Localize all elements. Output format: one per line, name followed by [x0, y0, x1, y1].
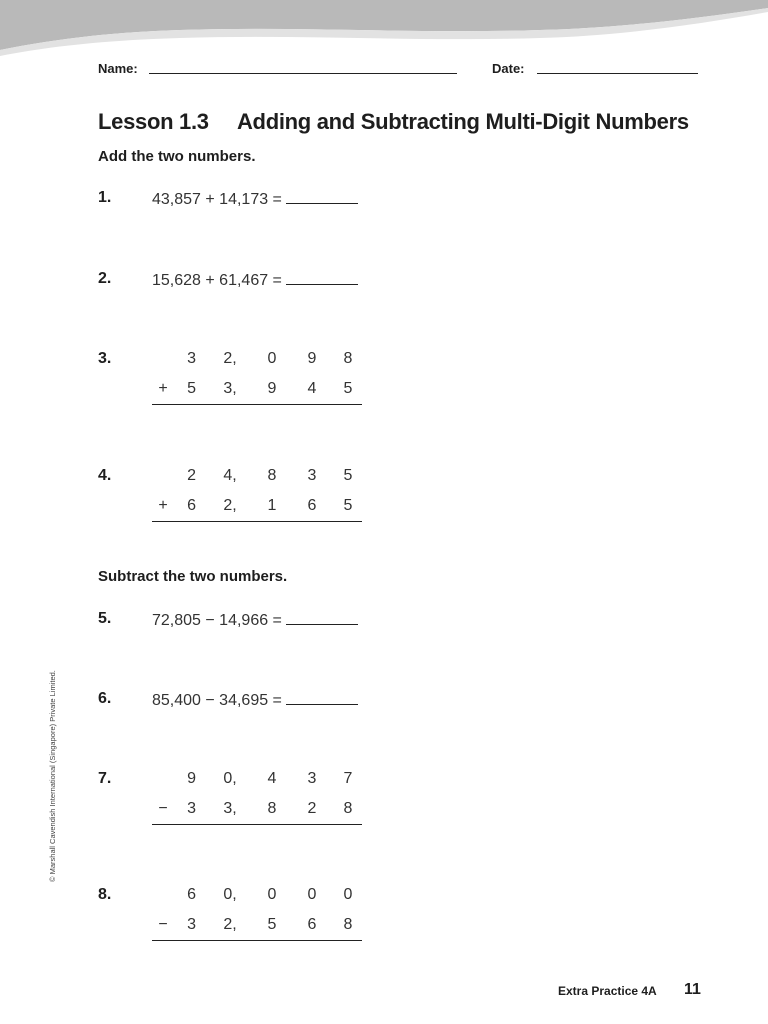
problem-2 [152, 270, 358, 290]
digit: 0, [223, 770, 237, 787]
digit: 5 [343, 467, 353, 484]
problem-4-top-row [152, 461, 364, 491]
digit: 6 [187, 886, 196, 903]
problem-7-top-row [152, 764, 364, 794]
problem-5-expression: 72,805 − 14,966 = [152, 612, 282, 629]
problem-3-top-row [152, 344, 364, 374]
digit: 0, [223, 886, 237, 903]
operator-sign: + [158, 380, 168, 397]
digit: 3 [307, 467, 317, 484]
digit: 8 [343, 350, 353, 367]
problem-3-bottom-row [152, 374, 364, 404]
digit: 2, [223, 497, 237, 514]
digit: 6 [307, 916, 317, 933]
digit: 4 [267, 770, 277, 787]
digit: 0 [267, 886, 277, 903]
problem-8-vertical [152, 880, 364, 941]
problem-7-bottom-row [152, 794, 364, 824]
problem-2-answer-blank[interactable] [286, 270, 358, 285]
digit: 6 [187, 497, 196, 514]
digit: 2, [223, 350, 237, 367]
digit: 9 [267, 380, 277, 397]
name-field[interactable] [149, 73, 457, 74]
problem-8-bottom-row [152, 910, 364, 940]
problem-5-number: 5. [98, 610, 112, 627]
digit: 5 [267, 916, 277, 933]
digit: 9 [187, 770, 196, 787]
problem-1-expression: 43,857 + 14,173 = [152, 191, 282, 208]
problem-4-bottom-row [152, 491, 364, 521]
digit: 3 [307, 770, 317, 787]
problem-5 [152, 610, 358, 630]
problem-5-answer-blank[interactable] [286, 610, 358, 625]
digit: 8 [343, 800, 353, 817]
date-label: Date: [492, 61, 525, 76]
top-banner-wave [0, 0, 768, 60]
problem-8-number: 8. [98, 886, 112, 903]
digit: 8 [267, 467, 277, 484]
footer-book-label: Extra Practice 4A [558, 984, 657, 998]
problem-4-vertical [152, 461, 364, 522]
digit: 4 [307, 380, 317, 397]
operator-sign: − [158, 916, 168, 933]
copyright-notice: © Marshall Cavendish International (Singapore) Private Limited. [48, 670, 57, 882]
digit: 4, [223, 467, 237, 484]
digit: 5 [343, 380, 353, 397]
digit: 5 [343, 497, 353, 514]
digit: 6 [307, 497, 317, 514]
page-number: 11 [684, 981, 701, 998]
problem-3-answer-line[interactable] [152, 404, 362, 405]
problem-3-vertical [152, 344, 364, 405]
digit: 1 [267, 497, 277, 514]
problem-1 [152, 189, 358, 209]
digit: 7 [343, 770, 353, 787]
subtract-instruction: Subtract the two numbers. [98, 568, 288, 585]
date-field[interactable] [537, 73, 698, 74]
operator-sign: + [158, 497, 168, 514]
problem-3-number: 3. [98, 350, 112, 367]
digit: 2 [187, 467, 196, 484]
digit: 2, [223, 916, 237, 933]
problem-6-answer-blank[interactable] [286, 690, 358, 705]
problem-6-number: 6. [98, 690, 112, 707]
digit: 3, [223, 800, 237, 817]
digit: 8 [267, 800, 277, 817]
digit: 0 [307, 886, 317, 903]
digit: 2 [307, 800, 317, 817]
problem-6-expression: 85,400 − 34,695 = [152, 692, 282, 709]
problem-8-answer-line[interactable] [152, 940, 362, 941]
operator-sign: − [158, 800, 168, 817]
problem-8-top-row [152, 880, 364, 910]
name-label: Name: [98, 61, 138, 76]
problem-2-expression: 15,628 + 61,467 = [152, 272, 282, 289]
digit: 9 [307, 350, 317, 367]
problem-7-number: 7. [98, 770, 112, 787]
add-instruction: Add the two numbers. [98, 148, 256, 165]
digit: 8 [343, 916, 353, 933]
digit: 3, [223, 380, 237, 397]
digit: 3 [187, 350, 196, 367]
problem-1-answer-blank[interactable] [286, 189, 358, 204]
problem-7-answer-line[interactable] [152, 824, 362, 825]
digit: 5 [187, 380, 196, 397]
digit: 0 [343, 886, 353, 903]
problem-4-answer-line[interactable] [152, 521, 362, 522]
digit: 0 [267, 350, 277, 367]
digit: 3 [187, 800, 196, 817]
problem-2-number: 2. [98, 270, 112, 287]
problem-4-number: 4. [98, 467, 112, 484]
problem-1-number: 1. [98, 189, 112, 206]
problem-7-vertical [152, 764, 364, 825]
problem-6 [152, 690, 358, 710]
lesson-title: Lesson 1.3 Adding and Subtracting Multi-Digit Numbers [98, 109, 689, 134]
digit: 3 [187, 916, 196, 933]
